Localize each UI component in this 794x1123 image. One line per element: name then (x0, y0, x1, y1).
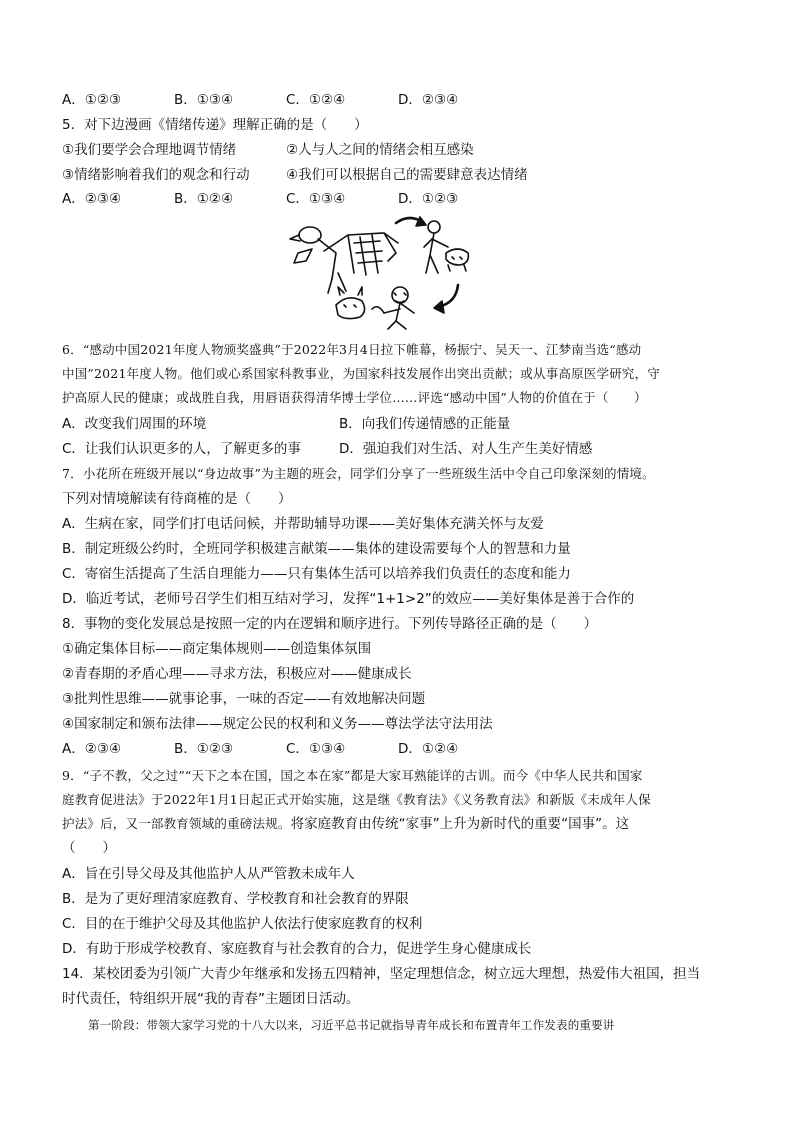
q8-statement-4: ④国家制定和颁布法律——规定公民的权利和义务——尊法学法守法用法 (62, 716, 493, 732)
option-a[interactable]: A．生病在家，同学们打电话问候，并帮助辅导功课——美好集体充满关怀与友爱 (62, 516, 544, 532)
q8-stem: 8．事物的变化发展总是按照一定的内在逻辑和顺序进行。下列传导路径正确的是（ ） (62, 616, 598, 632)
q6-stem-line1: 6．“感动中国2021年度人物颁奖盛典”于2022年3月4日拉下帷幕，杨振宁、吴天一、江梦南当选“感动 (62, 342, 642, 357)
option-d[interactable]: D．①②③ (398, 191, 459, 207)
option-c[interactable]: C．让我们认识更多的人，了解更多的事 (62, 441, 301, 457)
q8-statement-2: ②青春期的矛盾心理——寻求方法，积极应对——健康成长 (62, 666, 412, 682)
option-c[interactable]: C．①③④ (286, 191, 346, 207)
q9-stem-line3-part2: 将家庭教育由传统“家事”上升为新时代的重要“国事”。这 (290, 816, 630, 832)
q9-stem-line3 (62, 814, 629, 834)
q5-statement-4: ④我们可以根据自己的需要肆意表达情绪 (286, 167, 528, 183)
option-a[interactable]: A．改变我们周围的环境 (62, 416, 207, 432)
emotion-transfer-cartoon-icon (288, 213, 474, 331)
option-a[interactable]: A．①②③ (62, 92, 122, 108)
q7-stem-line2: 下列对情境解读有待商榷的是（ ） (62, 491, 292, 507)
q5-stem: 5．对下边漫画《情绪传递》理解正确的是（ ） (62, 117, 368, 133)
option-c[interactable]: C．①③④ (286, 741, 346, 757)
q14-stem-line1: 14．某校团委为引领广大青少年继承和发扬五四精神，坚定理想信念，树立远大理想，热爱伟大祖国，担当 (62, 966, 701, 982)
q8-statement-3: ③批判性思维——就事论事，一味的否定——有效地解决问题 (62, 691, 426, 707)
option-a[interactable]: A．旨在引导父母及其他监护人从严管教未成年人 (62, 866, 355, 882)
option-b[interactable]: B．①③④ (174, 92, 234, 108)
option-b[interactable]: B．制定班级公约时，全班同学积极建言献策——集体的建设需要每个人的智慧和力量 (62, 541, 571, 557)
prev-question-options (62, 90, 458, 110)
option-d[interactable]: D．强迫我们对生活、对人生产生美好情感 (339, 441, 593, 457)
option-b[interactable]: B．①②④ (174, 191, 234, 207)
q5-statements-row1 (62, 140, 474, 160)
option-b[interactable]: B．是为了更好理清家庭教育、学校教育和社会教育的界限 (62, 891, 409, 907)
q8-options (62, 739, 458, 759)
option-d[interactable]: D．①②④ (398, 741, 459, 757)
q5-options (62, 189, 458, 209)
q14-stem-line3: 第一阶段：带领大家学习党的十八大以来，习近平总书记就指导青年成长和布置青年工作发表的重要讲 (88, 1018, 615, 1032)
q6-stem-line2: 中国”2021年度人物。他们或心系国家科教事业，为国家科技发展作出突出贡献；或从事高原医学研究，守 (62, 366, 661, 381)
q5-statements-row2 (62, 165, 528, 185)
q7-stem-line1: 7．小花所在班级开展以“身边故事”为主题的班会，同学们分享了一些班级生活中令自己印象深刻的情境。 (62, 466, 655, 481)
option-d[interactable]: D．有助于形成学校教育、家庭教育与社会教育的合力，促进学生身心健康成长 (62, 941, 532, 957)
q9-stem-line2: 庭教育促进法》于2022年1月1日起正式开始实施，这是继《教育法》《义务教育法》和新版《未成年人保 (62, 792, 651, 807)
q6-stem-line3: 护高原人民的健康；或战胜自我，用唇语获得清华博士学位……评选“感动中国”人物的价值在于（ ） (62, 390, 647, 405)
option-a[interactable]: A．②③④ (62, 191, 122, 207)
option-d[interactable]: D．②③④ (398, 92, 459, 108)
option-b[interactable]: B．向我们传递情感的正能量 (339, 416, 511, 432)
option-c[interactable]: C．①②④ (286, 92, 346, 108)
q8-statement-1: ①确定集体目标——商定集体规则——创造集体氛围 (62, 641, 372, 657)
option-a[interactable]: A．②③④ (62, 741, 122, 757)
q9-stem-line1: 9．“子不教，父之过”“天下之本在国，国之本在家”都是大家耳熟能详的古训。而今《中华人民共和国家 (62, 768, 643, 783)
option-c[interactable]: C．目的在于维护父母及其他监护人依法行使家庭教育的权利 (62, 916, 423, 932)
option-d[interactable]: D．临近考试，老师号召学生们相互结对学习，发挥“1+1>2”的效应——美好集体是善于合作的 (62, 591, 635, 607)
q6-options-row2 (62, 439, 592, 459)
q5-statement-2: ②人与人之间的情绪会相互感染 (286, 142, 474, 158)
option-c[interactable]: C．寄宿生活提高了生活自理能力——只有集体生活可以培养我们负责任的态度和能力 (62, 566, 571, 582)
q14-stem-line2: 时代责任，特组织开展“我的青春”主题团日活动。 (62, 991, 360, 1007)
q6-options-row1 (62, 414, 510, 434)
q5-statement-3: ③情绪影响着我们的观念和行动 (62, 167, 250, 183)
option-b[interactable]: B．①②③ (174, 741, 234, 757)
q5-statement-1: ①我们要学会合理地调节情绪 (62, 142, 237, 158)
q9-answer-blank: （ ） (62, 840, 116, 856)
q9-stem-line3-part1: 护法》后，又一部教育领域的重磅法规。 (62, 816, 291, 831)
